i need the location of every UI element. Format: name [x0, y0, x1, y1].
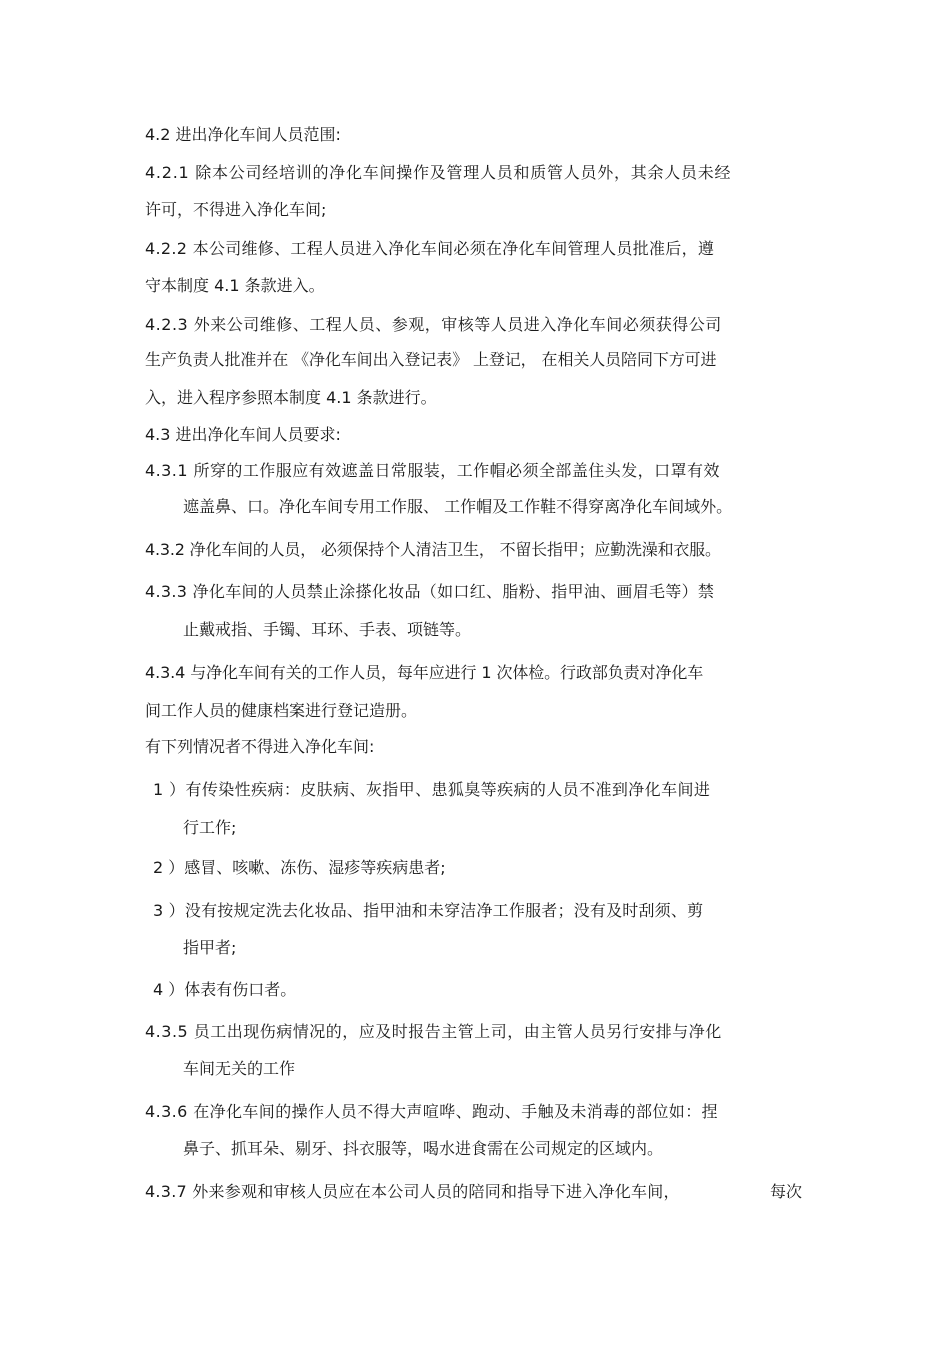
clause-line: 4.2.1 除本公司经培训的净化车间操作及管理人员和质管人员外，其余人员未经	[145, 163, 732, 182]
clause-line-tail: 每次	[770, 1182, 803, 1201]
clause-line: 4.2.3 外来公司维修、工程人员、参观，审核等人员进入净化车间必须获得公司	[145, 315, 722, 334]
clause-line: 车间无关的工作	[183, 1059, 296, 1078]
clause-line: 4.3.2 净化车间的人员， 必须保持个人清洁卫生， 不留长指甲；应勤洗澡和衣服。	[145, 540, 721, 559]
list-heading: 有下列情况者不得进入净化车间:	[145, 737, 375, 756]
section-heading: 4.3 进出净化车间人员要求:	[145, 425, 341, 444]
clause-line: 4.3.1 所穿的工作服应有效遮盖日常服装，工作帽必须全部盖住头发，口罩有效	[145, 461, 720, 480]
clause-line: 守本制度 4.1 条款进入。	[145, 276, 325, 295]
clause-line: 入，进入程序参照本制度 4.1 条款进行。	[145, 388, 437, 407]
section-heading: 4.2 进出净化车间人员范围:	[145, 125, 341, 144]
list-item: 2 ）感冒、咳嗽、冻伤、湿疹等疾病患者;	[153, 858, 446, 877]
list-item: 1 ）有传染性疾病：皮肤病、灰指甲、患狐臭等疾病的人员不准到净化车间进	[153, 780, 711, 799]
list-item: 指甲者;	[183, 938, 237, 957]
clause-line: 4.3.5 员工出现伤病情况的，应及时报告主管上司，由主管人员另行安排与净化	[145, 1022, 722, 1041]
clause-line: 止戴戒指、手镯、耳环、手表、项链等。	[183, 620, 472, 639]
clause-line: 4.3.4 与净化车间有关的工作人员，每年应进行 1 次体检。行政部负责对净化车	[145, 663, 704, 682]
clause-line: 4.3.3 净化车间的人员禁止涂搽化妆品（如口红、脂粉、指甲油、画眉毛等）禁	[145, 582, 715, 601]
list-item: 4 ）体表有伤口者。	[153, 980, 297, 999]
clause-line: 间工作人员的健康档案进行登记造册。	[145, 701, 418, 720]
clause-line: 4.3.6 在净化车间的操作人员不得大声喧哗、跑动、手触及未消毒的部位如：捏	[145, 1102, 718, 1121]
clause-line: 遮盖鼻、口。净化车间专用工作服、 工作帽及工作鞋不得穿离净化车间域外。	[183, 497, 733, 516]
list-item: 3 ）没有按规定洗去化妆品、指甲油和未穿洁净工作服者；没有及时刮须、剪	[153, 901, 704, 920]
clause-line: 鼻子、抓耳朵、剔牙、抖衣服等，喝水进食需在公司规定的区域内。	[183, 1139, 664, 1158]
clause-line: 生产负责人批准并在 《净化车间出入登记表》 上登记， 在相关人员陪同下方可进	[145, 350, 717, 369]
clause-line: 许可，不得进入净化车间;	[145, 200, 327, 219]
clause-line: 4.2.2 本公司维修、工程人员进入净化车间必须在净化车间管理人员批准后，遵	[145, 239, 715, 258]
list-item: 行工作;	[183, 818, 237, 837]
clause-line: 4.3.7 外来参观和审核人员应在本公司人员的陪同和指导下进入净化车间，	[145, 1182, 680, 1201]
